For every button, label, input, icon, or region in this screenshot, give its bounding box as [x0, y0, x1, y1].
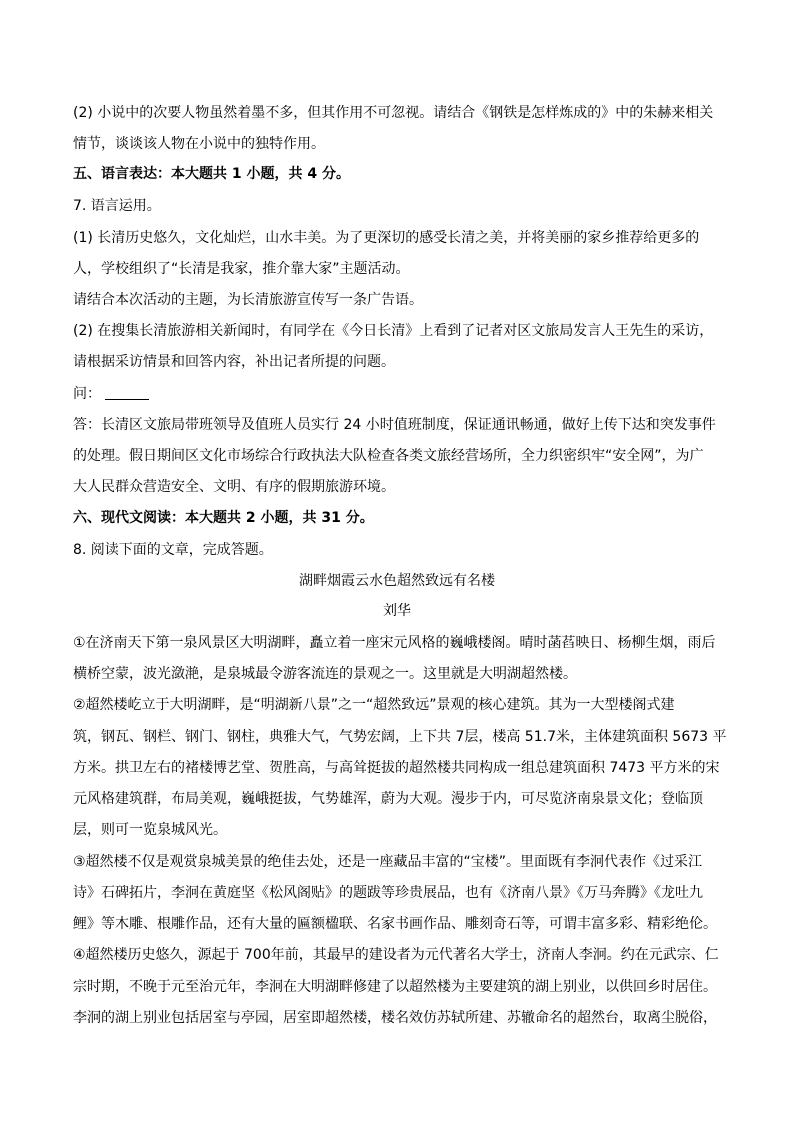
paragraph-2-line-5: 层，则可一览泉城风光。	[73, 822, 227, 838]
answer-blank[interactable]	[105, 385, 149, 400]
question-7-2-line-1: (2) 在搜集长清旅游相关新闻时，有同学在《今日长清》上看到了记者对区文旅局发言人王先生的采访，	[73, 323, 714, 339]
question-6-2-line-2: 情节，谈谈该人物在小说中的独特作用。	[73, 136, 325, 152]
paragraph-3-line-3: 鲤》等木雕、根雕作品，还有大量的匾额楹联、名家书画作品、雕刻奇石等，可谓丰富多彩、精彩绝伦。	[73, 916, 717, 932]
question-7-1-line-1: (1) 长清历史悠久，文化灿烂，山水丰美。为了更深切的感受长清之美，并将美丽的家乡推荐给更多的	[73, 230, 700, 246]
paragraph-4-line-2: 宗时期，不晚于元至治元年，李泂在大明湖畔修建了以超然楼为主要建筑的湖上别业，以供回乡时居住。	[73, 979, 717, 995]
question-label: 问：	[73, 386, 101, 402]
question-7-1-line-3: 请结合本次活动的主题，为长清旅游宣传写一条广告语。	[73, 292, 423, 308]
question-6-2-line-1: (2) 小说中的次要人物虽然着墨不多，但其作用不可忽视。请结合《钢铁是怎样炼成的》中的朱赫来相关	[73, 105, 714, 121]
paragraph-2-line-4: 元风格建筑群，布局美观，巍峨挺拔，气势雄浑，蔚为大观。漫步于内，可尽览济南泉景文化；登临顶	[73, 791, 703, 807]
question-7-2-line-2: 请根据采访情景和回答内容，补出记者所提的问题。	[73, 354, 395, 370]
section-six-heading: 六、现代文阅读：本大题共 2 小题，共 31 分。	[73, 510, 374, 526]
question-line	[73, 384, 723, 404]
paragraph-2-line-3: 方米。拱卫左右的褚楼博艺堂、贺胜高，与高耸挺拔的超然楼共同构成一组总建筑面积 7473 平方米的宋	[73, 760, 720, 776]
section-five-heading: 五、语言表达：本大题共 1 小题，共 4 分。	[73, 166, 350, 182]
answer-line-3: 大人民群众营造安全、文明、有序的假期旅游环境。	[73, 479, 395, 495]
paragraph-1-line-1: ①在济南天下第一泉风景区大明湖畔，矗立着一座宋元风格的巍峨楼阁。晴时菡萏映日、杨柳生烟，雨后	[73, 635, 716, 651]
paragraph-1-line-2: 横桥空蒙，波光潋滟，是泉城最令游客流连的景观之一。这里就是大明湖超然楼。	[73, 666, 577, 682]
paragraph-2-line-1: ②超然楼屹立于大明湖畔，是“明湖新八景”之一“超然致远”景观的核心建筑。其为一大型楼阁式建	[73, 697, 675, 713]
paragraph-3-line-2: 诗》石碑拓片，李泂在黄庭坚《松风阁贴》的题跋等珍贵展品，也有《济南八景》《万马奔腾》《龙吐九	[73, 885, 703, 901]
article-author: 刘华	[383, 603, 411, 619]
question-8-title: 8. 阅读下面的文章，完成答题。	[73, 542, 273, 558]
paragraph-4-line-1: ④超然楼历史悠久，源起于 700年前，其最早的建设者为元代著名大学士，济南人李泂。约在元武宗、仁	[73, 947, 719, 963]
paragraph-4-line-3: 李泂的湖上别业包括居室与亭园，居室即超然楼，楼名效仿苏轼所建、苏辙命名的超然台，取离尘脱俗，	[73, 1010, 717, 1026]
paragraph-2-line-2: 筑，钢瓦、钢栏、钢门、钢柱，典雅大气，气势宏阔，上下共 7层，楼高 51.7米，主体建筑面积 5673 平	[73, 729, 727, 745]
paragraph-3-line-1: ③超然楼不仅是观赏泉城美景的绝佳去处，还是一座藏品丰富的“宝楼”。里面既有李泂代表作《过采江	[73, 854, 703, 870]
question-7-1-line-2: 人，学校组织了“长清是我家，推介靠大家”主题活动。	[73, 261, 410, 277]
answer-line-1: 答：长清区文旅局带班领导及值班人员实行 24 小时值班制度，保证通讯畅通，做好上传下达和突发事件	[73, 417, 716, 433]
question-7-title: 7. 语言运用。	[73, 198, 161, 214]
answer-line-2: 的处理。假日期间区文化市场综合行政执法大队检查各类文旅经营场所，全力织密织牢“安全网”，为广	[73, 448, 704, 464]
article-title: 湖畔烟霞云水色超然致远有名楼	[299, 573, 495, 589]
